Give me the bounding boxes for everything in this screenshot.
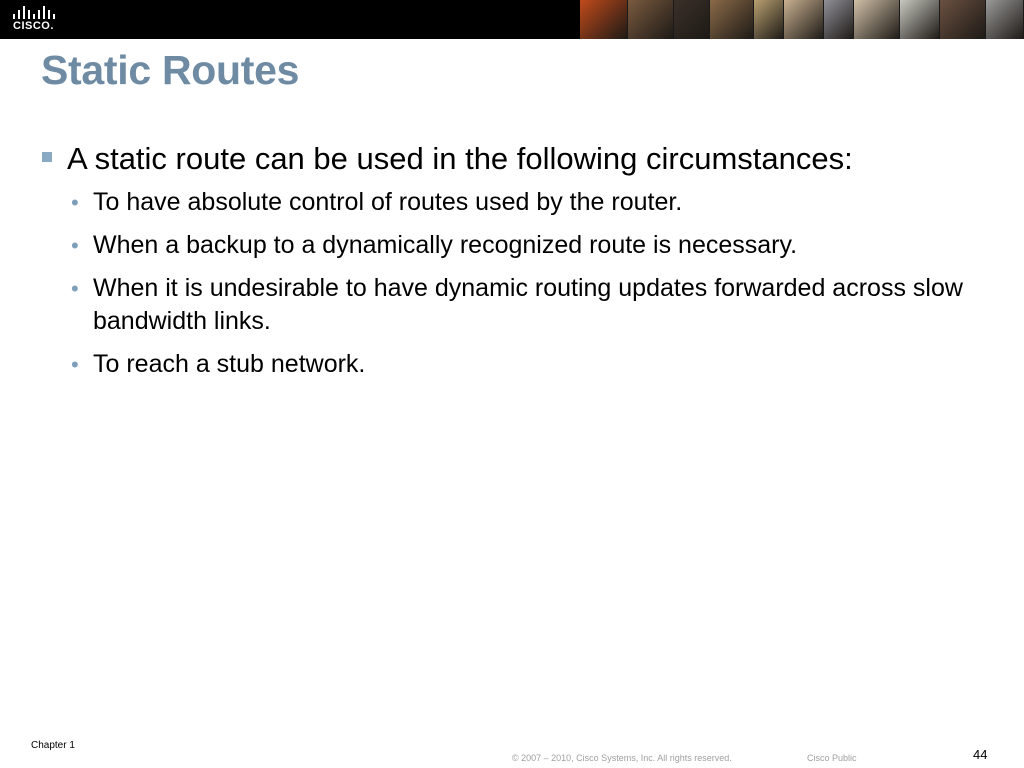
cisco-logo — [12, 5, 58, 35]
header-photo — [784, 0, 824, 39]
header-photo — [580, 0, 628, 39]
sub-bullet-list — [40, 186, 980, 381]
dot-bullet-icon: • — [71, 233, 79, 258]
cisco-wordmark: CISCO. — [13, 20, 54, 32]
dot-bullet-icon: • — [71, 352, 79, 377]
header-photo — [986, 0, 1024, 39]
header-photo — [754, 0, 784, 39]
sub-bullet — [40, 348, 980, 381]
sub-bullet-text: When a backup to a dynamically recognized route is necessary. — [93, 231, 798, 259]
cisco-bars-icon — [12, 5, 58, 20]
slide-title: Static Routes — [41, 47, 300, 93]
sub-bullet-text: To reach a stub network. — [93, 350, 366, 378]
header-photo — [854, 0, 900, 39]
header-photo — [824, 0, 854, 39]
square-bullet-icon — [42, 152, 52, 162]
main-bullet — [40, 138, 980, 180]
sub-bullet-text: When it is undesirable to have dynamic routing updates forwarded across slow bandwidth links. — [93, 274, 963, 335]
sub-bullet — [40, 272, 980, 338]
dot-bullet-icon: • — [71, 190, 79, 215]
header-photo — [710, 0, 754, 39]
header-photo — [628, 0, 674, 39]
header-photo — [940, 0, 986, 39]
footer-copyright: © 2007 – 2010, Cisco Systems, Inc. All rights reserved. — [512, 753, 732, 763]
page-number: 44 — [973, 747, 988, 762]
header-photo — [674, 0, 710, 39]
dot-bullet-icon: • — [71, 276, 79, 301]
sub-bullet — [40, 186, 980, 219]
header-banner — [0, 0, 1024, 39]
header-photo — [900, 0, 940, 39]
sub-bullet — [40, 229, 980, 262]
footer-chapter: Chapter 1 — [31, 740, 75, 751]
slide-content — [40, 138, 980, 391]
footer-classification: Cisco Public — [807, 753, 857, 763]
photo-strip — [580, 0, 1024, 39]
sub-bullet-text: To have absolute control of routes used by the router. — [93, 188, 683, 216]
main-bullet-text: A static route can be used in the following circumstances: — [67, 141, 853, 176]
